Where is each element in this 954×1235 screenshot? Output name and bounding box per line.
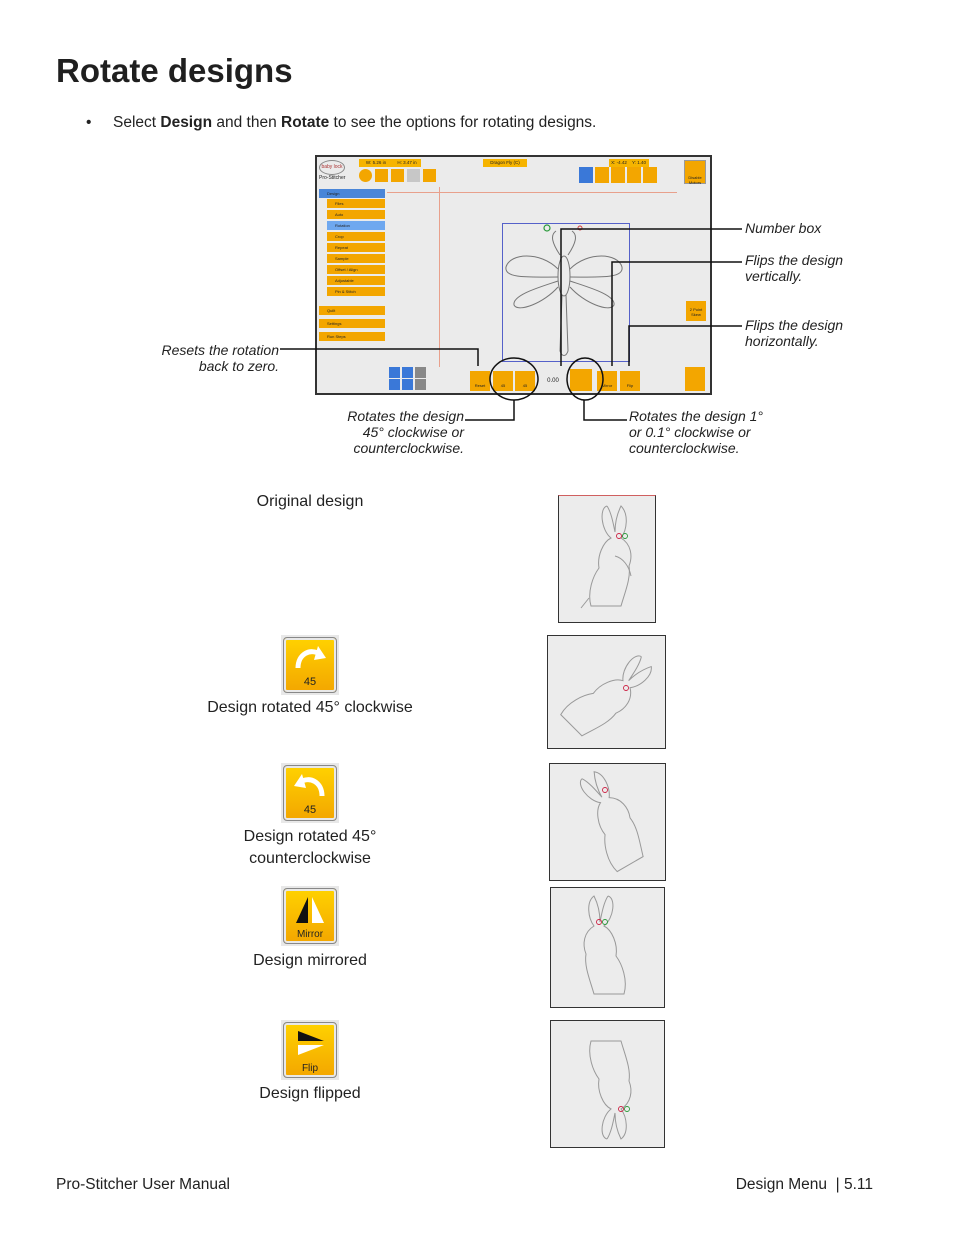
callout-rotate-45: Rotates the design 45° clockwise or counterclockwise. <box>347 408 464 456</box>
w-readout: W: 5.26 in <box>359 159 393 167</box>
rotate-45-ccw-button[interactable]: 45 <box>493 371 513 391</box>
label-flipped: Design flipped <box>259 1085 361 1102</box>
footer-right: Design Menu | 5.11 <box>735 1176 873 1193</box>
page-title: Rotate designs <box>56 52 293 89</box>
callout-resets-rotation: Resets the rotation back to zero. <box>161 342 279 374</box>
label-original-design: Original design <box>256 493 364 510</box>
photo-original-design <box>558 495 656 623</box>
bullet-prefix: Select <box>112 114 161 131</box>
bullet-design-word: Design <box>160 114 213 131</box>
callout-number-box: Number box <box>745 220 822 236</box>
bullet-suffix: to see the options for rotating designs. <box>329 114 597 131</box>
callout-flips-horizontally: Flips the design horizontally. <box>745 317 844 349</box>
menu-item[interactable]: Settings <box>319 319 385 328</box>
menu-item[interactable]: Auto <box>327 210 385 219</box>
button-45-label: 45 <box>303 676 317 688</box>
label-mirrored: Design mirrored <box>253 952 367 969</box>
rotate-45-cw-icon-frame <box>281 635 339 695</box>
photo-flipped <box>550 1020 665 1148</box>
callout-flips-vertically: Flips the design vertically. <box>745 252 844 284</box>
arrow-counterclockwise-icon <box>292 772 328 800</box>
photo-mirrored <box>550 887 665 1008</box>
menu-item[interactable]: Adjustable <box>327 276 385 285</box>
menu-item[interactable]: Sample <box>327 254 385 263</box>
flip-button-small[interactable]: Flip <box>620 371 640 391</box>
mirror-icon <box>294 893 326 925</box>
rotate-45-cw-button[interactable]: 45 <box>515 371 535 391</box>
footer-left: Pro-Stitcher User Manual <box>56 1176 231 1193</box>
h-readout: H: 3.47 in <box>393 159 421 167</box>
menu-item[interactable]: Repeat <box>327 243 385 252</box>
instruction-bullet: • Select Design and then Rotate to see the options for rotating designs. <box>86 114 597 131</box>
menu-item[interactable]: Files <box>327 199 385 208</box>
design-name: Dragon Fly (C) <box>483 159 527 167</box>
mirror-icon-frame <box>281 886 339 946</box>
photo-rotated-cw <box>547 635 666 749</box>
flip-icon <box>294 1027 326 1059</box>
flip-label: Flip <box>301 1063 319 1074</box>
bunny-original <box>559 496 655 622</box>
button-45-label: 45 <box>303 804 317 816</box>
brand-sub: Pro-Stitcher <box>319 175 346 181</box>
label-rotated-ccw: Design rotated 45° counterclockwise <box>243 828 377 867</box>
two-point-skew-button[interactable]: 2 Point Skew <box>686 301 706 321</box>
bunny-rotated-ccw <box>550 764 665 880</box>
menu-item[interactable]: Run Steps <box>319 332 385 341</box>
brand-logo: baby lock <box>319 160 345 175</box>
menu-item[interactable]: Offset / Align <box>327 265 385 274</box>
rotate-45-ccw-icon-frame <box>281 763 339 823</box>
menu-item-rotation[interactable]: Rotation <box>327 221 385 230</box>
photo-rotated-ccw <box>549 763 666 881</box>
flip-icon-frame <box>281 1020 339 1080</box>
callout-rotate-1deg: Rotates the design 1° or 0.1° clockwise or counterclockwise. <box>629 408 764 456</box>
menu-item[interactable]: Quilt <box>319 306 385 315</box>
mirror-button-small[interactable]: Mirror <box>597 371 617 391</box>
reset-rotation-button[interactable]: Reset <box>470 371 490 391</box>
x-readout: X: -4.42 <box>609 159 629 167</box>
menu-item[interactable]: Design <box>319 189 385 198</box>
menu-item[interactable]: Pin & Stitch <box>327 287 385 296</box>
bunny-flipped <box>551 1021 664 1147</box>
bullet-rotate-word: Rotate <box>281 114 330 131</box>
mirror-button[interactable] <box>283 888 337 944</box>
bunny-mirrored <box>551 888 664 1007</box>
arrow-clockwise-icon <box>292 644 328 672</box>
label-rotated-cw: Design rotated 45° clockwise <box>207 699 413 716</box>
bullet-mid: and then <box>212 114 282 131</box>
mirror-label: Mirror <box>296 929 324 940</box>
number-box[interactable]: 0.00 <box>547 378 559 384</box>
disable-motors-button[interactable]: Disable Motors <box>684 160 706 184</box>
y-readout: Y: 1.40 <box>629 159 649 167</box>
rotate-cw-45-button[interactable] <box>283 637 337 693</box>
rotate-ccw-45-button[interactable] <box>283 765 337 821</box>
bunny-rotated-cw <box>548 636 665 748</box>
menu-item[interactable]: Crop <box>327 232 385 241</box>
flip-button[interactable] <box>283 1022 337 1078</box>
